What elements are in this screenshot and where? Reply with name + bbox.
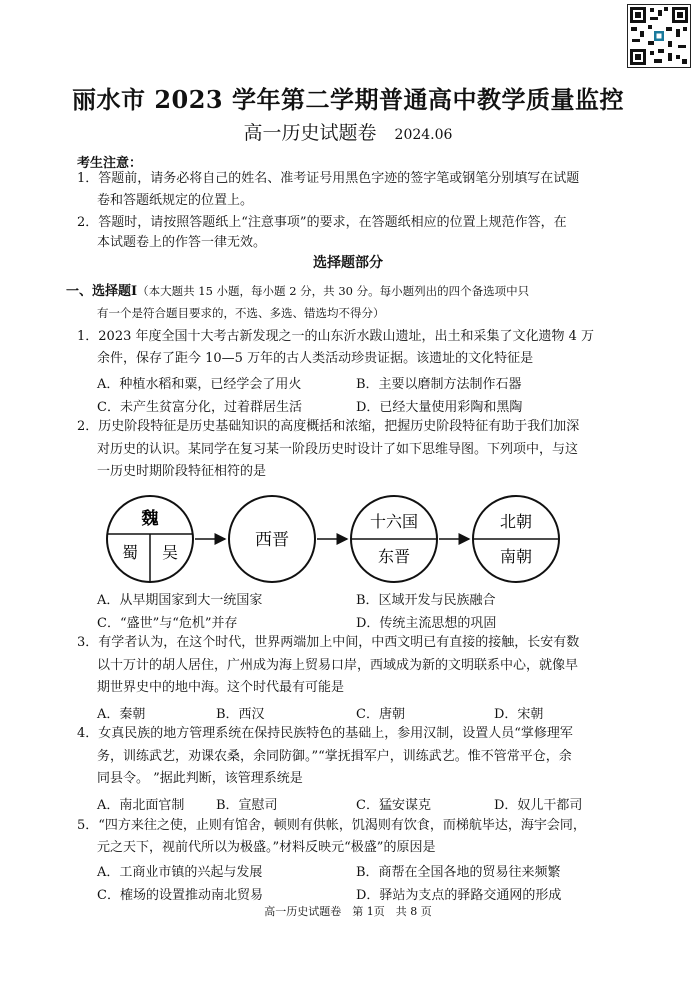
- q1-option-d: D．已经大量使用彩陶和黑陶: [356, 400, 523, 415]
- notice-line-4: 本试题卷上的作答一律无效。: [97, 235, 267, 250]
- q2-option-c: C．“盛世”与“危机”并存: [97, 616, 238, 631]
- q1-option-a: A．种植水稻和粟，已经学会了用火: [97, 377, 302, 392]
- notice-line-1: 1．答题前，请务必将自己的姓名、准考证号用黑色字迹的签字笔或钢笔分别填写在试题: [77, 171, 580, 186]
- q3-line-1: 3．有学者认为，在这个时代，世界两端加上中间，中西文明已有直接的接触，长安有数: [77, 635, 580, 650]
- q4-line-3: 同县令。 ”据此判断，该管理系统是: [97, 771, 303, 786]
- q5-option-b: B．商帮在全国各地的贸易往来频繁: [356, 865, 561, 880]
- q2-option-b: B．区域开发与民族融合: [356, 593, 496, 608]
- exam-date: 2024.06: [394, 127, 453, 143]
- q3-line-2: 以十万计的胡人居住，广州成为海上贸易口岸，西域成为新的文明联系中心，就像早: [97, 658, 579, 673]
- mind-map-diagram: [100, 494, 600, 584]
- q5-line-1: 5．“四方来往之使，止则有馆舍，顿则有供帐，饥渴则有饮食，而梯航毕达，海宇会同，: [77, 818, 586, 833]
- q2-option-a: A．从早期国家到大一统国家: [97, 593, 263, 608]
- q4-option-a: A．南北面官制: [97, 798, 185, 813]
- label-nanchao: 南朝: [499, 547, 533, 566]
- label-beichao: 北朝: [499, 512, 533, 531]
- q4-option-c: C．猛安谋克: [356, 798, 431, 813]
- q5-option-d: D．驿站为支点的驿路交通网的形成: [356, 888, 562, 903]
- q4-option-b: B．宣慰司: [216, 798, 278, 813]
- subtitle-text: 高一历史试题卷: [243, 122, 377, 144]
- q3-option-b: B．西汉: [216, 707, 265, 722]
- q2-line-3: 一历史时期阶段特征相符的是: [97, 464, 267, 479]
- q5-option-a: A．工商业市镇的兴起与发展: [97, 865, 263, 880]
- q3-option-c: C．唐朝: [356, 707, 405, 722]
- label-shiliuguo: 十六国: [369, 512, 419, 531]
- notice-line-3: 2．答题时，请按照答题纸上“注意事项”的要求，在答题纸相应的位置上规范作答，在: [77, 215, 567, 230]
- q1-line-1: 1．2023 年度全国十大考古新发现之一的山东沂水跋山遗址，出土和采集了文化遗物 4 万: [77, 329, 595, 344]
- page-footer: 高一历史试题卷 第 1页 共 8 页: [264, 905, 432, 918]
- part-title: 选择题部分: [313, 255, 383, 271]
- q4-option-d: D．奴儿干都司: [494, 798, 583, 813]
- q2-line-2: 对历史的认识。某同学在复习某一阶段历史时设计了如下思维导图。下列项中，与这: [97, 442, 579, 457]
- q4-line-2: 务，训练武艺，劝课农桑，余同防御。”“掌抚揖军户，训练武艺。惟不管常平仓，余: [97, 749, 572, 764]
- q2-option-d: D．传统主流思想的巩固: [356, 616, 497, 631]
- label-dongjin: 东晋: [377, 547, 411, 566]
- section-desc-2: 有一个是符合题目要求的，不选、多选、错选均不得分）: [97, 306, 385, 320]
- qr-code-graphic: [628, 5, 690, 67]
- q3-line-3: 期世界史中的地中海。这个时代最有可能是: [97, 680, 345, 695]
- q3-option-d: D．宋朝: [494, 707, 544, 722]
- qr-code: [627, 4, 691, 68]
- label-xijin: 西晋: [255, 530, 289, 550]
- label-shu: 蜀: [121, 543, 139, 562]
- q1-option-b: B．主要以磨制方法制作石器: [356, 377, 522, 392]
- label-wu: 吴: [161, 543, 179, 562]
- q5-line-2: 元之天下，视前代所以为极盛。”材料反映元“极盛”的原因是: [97, 840, 436, 855]
- q1-line-2: 余件，保存了距今 10—5 万年的古人类活动珍贵证据。该遗址的文化特征是: [97, 351, 534, 366]
- q1-option-c: C．未产生贫富分化，过着群居生活: [97, 400, 302, 415]
- page-title: 丽水市 2023 学年第二学期普通高中教学质量监控: [71, 85, 624, 114]
- q2-line-1: 2．历史阶段特征是历史基础知识的高度概括和浓缩，把握历史阶段特征有助于我们加深: [77, 419, 580, 434]
- label-wei: 魏: [141, 509, 159, 529]
- exam-subtitle: [0, 118, 696, 145]
- notice-heading: 考生注意：: [77, 156, 143, 171]
- section-label: 一、选择题Ⅰ: [66, 284, 138, 299]
- q3-option-a: A．秦朝: [97, 707, 146, 722]
- q5-option-c: C．榷场的设置推动南北贸易: [97, 888, 263, 903]
- section-header: [66, 280, 529, 303]
- section-desc-1: （本大题共 15 小题，每小题 2 分，共 30 分。每小题列出的四个备选项中只: [137, 284, 530, 298]
- notice-line-2: 卷和答题纸规定的位置上。: [97, 193, 254, 208]
- q4-line-1: 4．女真民族的地方管理系统在保持民族特色的基础上，参用汉制，设置人员“掌修理军: [77, 726, 573, 741]
